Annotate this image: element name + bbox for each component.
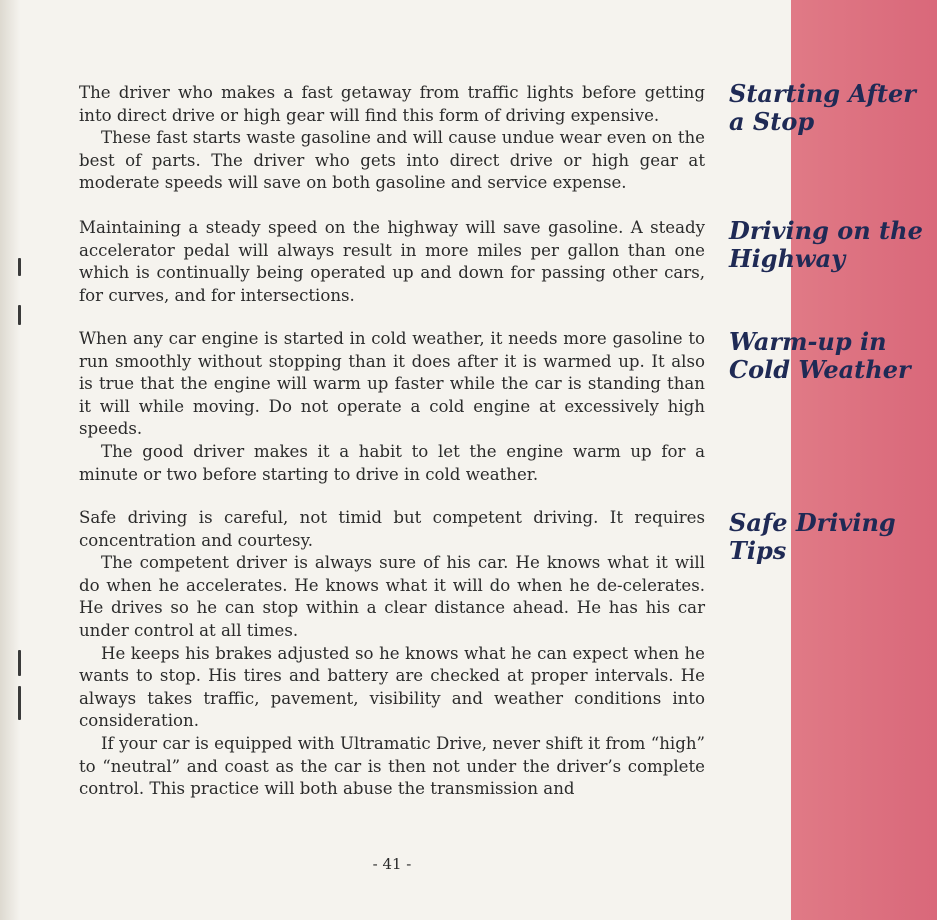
paragraph: Maintaining a steady speed on the highway will save gasoline. A steady accelerator pedal will always result in more miles per gallon than one which is continually being operated up and down for passing other cars, for curves, and for intersections. — [79, 218, 705, 305]
page-number: - 41 - — [372, 855, 412, 873]
paragraph: Safe driving is careful, not timid but competent driving. It requires concentration and courtesy. — [79, 508, 705, 550]
binding-mark — [18, 305, 21, 325]
section-heading-starting: Starting After a Stop — [729, 79, 916, 136]
section-body-warmup — [79, 328, 705, 486]
paragraph: These fast starts waste gasoline and will cause undue wear even on the best of parts. The driver who gets into direct drive or high gear at moderate speeds will save on both gasoline and service expense. — [79, 128, 705, 193]
section-body-highway — [79, 217, 705, 307]
section-heading-warmup: Warm-up in Cold Weather — [729, 327, 911, 384]
paragraph: The competent driver is always sure of his car. He knows what it will do when he accelerates. He knows what it will do when he de-celerates. He drives so he can stop within a clear distance ahead. He has his car under control at all times. — [79, 553, 705, 640]
paragraph: If your car is equipped with Ultramatic Drive, never shift it from “high” to “neutral” and coast as the car is then not under the driver’s complete control. This practice will both abuse the transmission and — [79, 733, 705, 799]
section-heading-safe-driving: Safe Driving Tips — [729, 508, 896, 565]
paragraph: When any car engine is started in cold weather, it needs more gasoline to run smoothly without stopping than it does after it is warmed up. It also is true that the engine will warm up faster while the car is standing than it will while moving. Do not operate a cold engine at excessively high speeds. — [79, 329, 705, 439]
pink-edge-tab — [791, 0, 937, 920]
page-edge-shadow — [0, 0, 20, 920]
binding-mark — [18, 686, 21, 720]
section-body-safe-driving — [79, 507, 705, 801]
section-body-starting — [79, 82, 705, 195]
paragraph: He keeps his brakes adjusted so he knows what he can expect when he wants to stop. His tires and battery are checked at proper intervals. He always takes traffic, pavement, visibility and weather conditions into consideration. — [79, 643, 705, 731]
binding-mark — [18, 650, 21, 676]
binding-mark — [18, 258, 21, 276]
paragraph: The driver who makes a fast getaway from traffic lights before getting into direct drive or high gear will find this form of driving expensive. — [79, 83, 705, 125]
section-heading-highway: Driving on the Highway — [729, 216, 923, 273]
paragraph: The good driver makes it a habit to let the engine warm up for a minute or two before starting to drive in cold weather. — [79, 441, 705, 484]
